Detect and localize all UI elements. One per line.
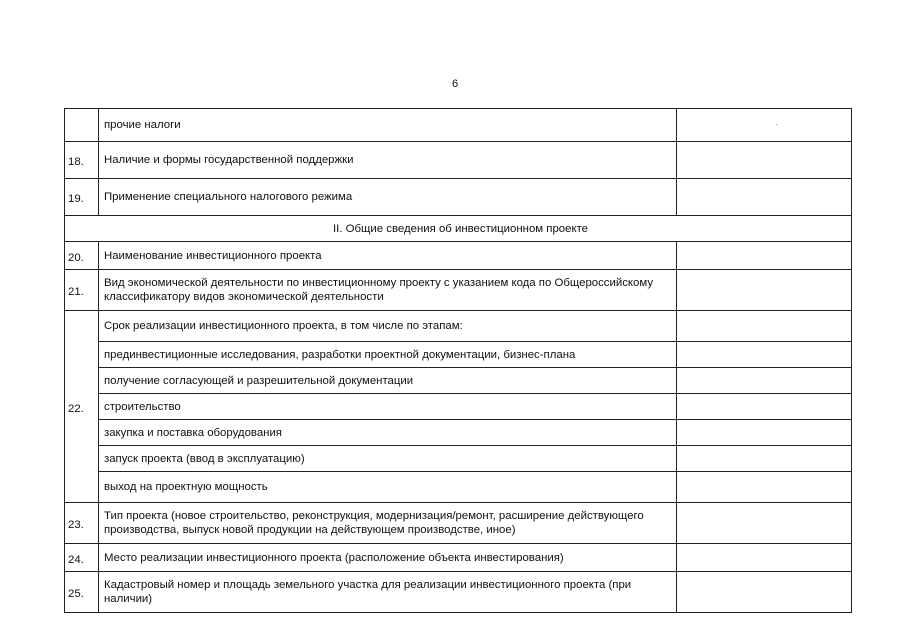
- stage-label-cell: запуск проекта (ввод в эксплуатацию): [99, 446, 677, 472]
- row-number-cell: 18.: [65, 142, 99, 179]
- stage-row: [65, 420, 852, 446]
- row-value-cell[interactable]: [677, 270, 852, 311]
- table-row: [65, 109, 852, 142]
- table-row: [65, 572, 852, 613]
- stage-label-cell: закупка и поставка оборудования: [99, 420, 677, 446]
- row-label-cell: Наличие и формы государственной поддержки: [99, 142, 677, 179]
- row-value-cell[interactable]: [677, 242, 852, 270]
- row-value-cell[interactable]: [677, 544, 852, 572]
- row-number-cell: 25.: [65, 572, 99, 613]
- stage-row: [65, 446, 852, 472]
- row-number-cell: 24.: [65, 544, 99, 572]
- row-label-cell: Применение специального налогового режима: [99, 179, 677, 216]
- row-value-cell[interactable]: [677, 142, 852, 179]
- row-value-cell[interactable]: [677, 311, 852, 342]
- stage-label-cell: строительство: [99, 394, 677, 420]
- stage-row: [65, 472, 852, 503]
- stage-row: [65, 342, 852, 368]
- row-label-cell: Место реализации инвестиционного проекта (расположение объекта инвестирования): [99, 544, 677, 572]
- table-row: [65, 311, 852, 342]
- stage-label-cell: выход на проектную мощность: [99, 472, 677, 503]
- table-row: [65, 142, 852, 179]
- row-label-cell: Срок реализации инвестиционного проекта, в том числе по этапам:: [99, 311, 677, 342]
- stage-value-cell[interactable]: [677, 446, 852, 472]
- table-row: [65, 503, 852, 544]
- row-number-cell: 22.: [65, 311, 99, 503]
- stage-label-cell: получение согласующей и разрешительной документации: [99, 368, 677, 394]
- row-number-cell: [65, 109, 99, 142]
- row-label-cell: Наименование инвестиционного проекта: [99, 242, 677, 270]
- row-value-cell[interactable]: [677, 179, 852, 216]
- stage-value-cell[interactable]: [677, 420, 852, 446]
- row-number-cell: 21.: [65, 270, 99, 311]
- row-label-cell: прочие налоги: [99, 109, 677, 142]
- table-row: [65, 270, 852, 311]
- row-number-cell: 23.: [65, 503, 99, 544]
- table-row: [65, 544, 852, 572]
- investment-project-form-table: [64, 108, 852, 613]
- stage-value-cell[interactable]: [677, 342, 852, 368]
- row-label-cell: Тип проекта (новое строительство, реконструкция, модернизация/ремонт, расширение действующего производства, выпуск новой продукции на действующем производстве, иное): [99, 503, 677, 544]
- stage-label-cell: прединвестиционные исследования, разработки проектной документации, бизнес-плана: [99, 342, 677, 368]
- row-label-cell: Вид экономической деятельности по инвестиционному проекту с указанием кода по Общероссийскому классификатору видов экономической деятельности: [99, 270, 677, 311]
- stage-value-cell[interactable]: [677, 368, 852, 394]
- row-number-cell: 19.: [65, 179, 99, 216]
- row-value-cell[interactable]: [677, 503, 852, 544]
- stage-value-cell[interactable]: [677, 472, 852, 503]
- row-number-cell: 20.: [65, 242, 99, 270]
- table-row: [65, 179, 852, 216]
- stage-row: [65, 368, 852, 394]
- stage-row: [65, 394, 852, 420]
- page-number: 6: [452, 78, 459, 90]
- row-value-cell[interactable]: [677, 572, 852, 613]
- section-2-title: II. Общие сведения об инвестиционном проекте: [65, 216, 852, 242]
- section-header-row: [65, 216, 852, 242]
- row-label-cell: Кадастровый номер и площадь земельного участка для реализации инвестиционного проекта (при наличии): [99, 572, 677, 613]
- table-row: [65, 242, 852, 270]
- stage-value-cell[interactable]: [677, 394, 852, 420]
- row-value-cell[interactable]: [677, 109, 852, 142]
